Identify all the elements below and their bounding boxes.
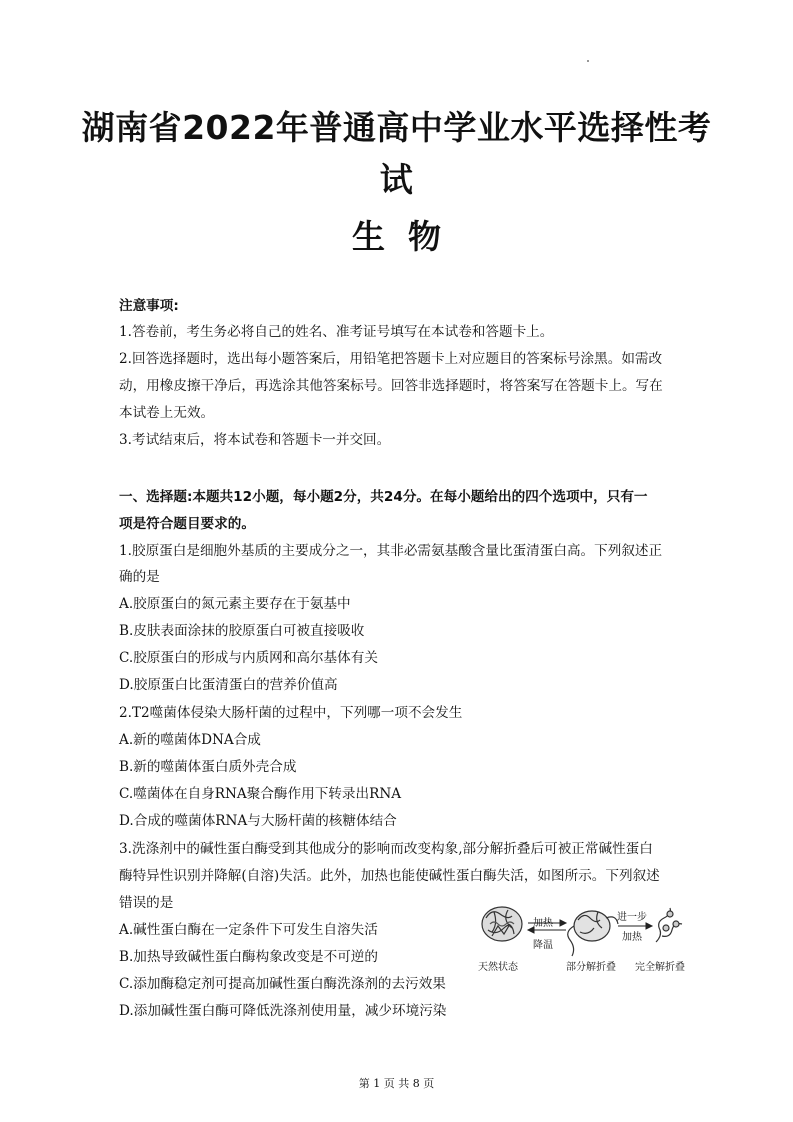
- section1-heading-line1: 一、选择题:本题共12小题，每小题2分，共24分。在每小题给出的四个选项中，只有一: [119, 489, 648, 505]
- q1-stem-line1: 1.胶原蛋白是细胞外基质的主要成分之一，其非必需氨基酸含量比蛋清蛋白高。下列叙述正: [119, 543, 663, 559]
- q3-stem-line1: 3.洗涤剂中的碱性蛋白酶受到其他成分的影响而改变构象,部分解折叠后可被正常碱性蛋白: [119, 841, 653, 857]
- q3-option-c: C.添加酶稳定剂可提高加碱性蛋白酶洗涤剂的去污效果: [119, 976, 446, 992]
- exam-title-line1: 湖南省2022年普通高中学业水平选择性考: [81, 108, 712, 147]
- arrow2-bottom-label: 加热: [622, 932, 642, 943]
- native-state-protein: [482, 907, 522, 941]
- notice-item-2-line1: 2.回答选择题时，选出每小题答案后，用铅笔把答题卡上对应题目的答案标号涂黑。如需改: [119, 351, 663, 367]
- partial-unfold-label: 部分解折叠: [566, 962, 616, 973]
- arrow1-bottom-label: 降温: [533, 940, 553, 951]
- q1-option-d: D.胶原蛋白比蛋清蛋白的营养价值高: [119, 677, 338, 693]
- q1-option-a: A.胶原蛋白的氮元素主要存在于氨基中: [119, 596, 351, 612]
- enzyme-unfolding-figure: [470, 896, 690, 976]
- q3-option-b: B.加热导致碱性蛋白酶构象改变是不可逆的: [119, 949, 378, 965]
- notice-item-3: 3.考试结束后，将本试卷和答题卡一并交回。: [119, 432, 391, 448]
- full-unfold-label: 完全解折叠: [635, 962, 685, 973]
- q3-stem-line3: 错误的是: [119, 895, 174, 911]
- notice-item-2-line3: 本试卷上无效。: [119, 405, 215, 421]
- q2-stem: 2.T2噬菌体侵染大肠杆菌的过程中，下列哪一项不会发生: [119, 705, 463, 721]
- q2-option-d: D.合成的噬菌体RNA与大肠杆菌的核糖体结合: [119, 813, 397, 829]
- subject-title: 生 物: [352, 217, 441, 256]
- notice-item-1: 1.答卷前，考生务必将自己的姓名、准考证号填写在本试卷和答题卡上。: [119, 324, 554, 340]
- fully-unfolded-protein: [656, 908, 682, 942]
- q3-stem-line2: 酶特异性识别并降解(自溶)失活。此外，加热也能使碱性蛋白酶失活，如图所示。下列叙述: [119, 868, 660, 884]
- notice-item-2-line2: 动，用橡皮擦干净后，再选涂其他答案标号。回答非选择题时，将答案写在答题卡上。写在: [119, 378, 663, 394]
- q1-option-c: C.胶原蛋白的形成与内质网和高尔基体有关: [119, 650, 378, 666]
- q2-option-a: A.新的噬菌体DNA合成: [119, 732, 261, 748]
- q1-stem-line2: 确的是: [119, 569, 160, 585]
- native-state-label: 天然状态: [478, 962, 518, 973]
- scan-dot: [587, 60, 589, 62]
- partial-unfolded-protein: [568, 911, 618, 956]
- section1-heading-line2: 项是符合题目要求的。: [119, 516, 255, 532]
- arrow1-top-label: 加热: [533, 918, 553, 929]
- notice-heading: 注意事项:: [119, 298, 179, 314]
- q2-option-c: C.噬菌体在自身RNA聚合酶作用下转录出RNA: [119, 786, 402, 802]
- q3-option-a: A.碱性蛋白酶在一定条件下可发生自溶失活: [119, 922, 378, 938]
- exam-title-line2: 试: [379, 160, 414, 199]
- q1-option-b: B.皮肤表面涂抹的胶原蛋白可被直接吸收: [119, 623, 365, 639]
- q3-option-d: D.添加碱性蛋白酶可降低洗涤剂使用量，减少环境污染: [119, 1003, 447, 1019]
- page-footer: 第 1 页 共 8 页: [358, 1077, 435, 1090]
- arrow2-top-label: 进一步: [617, 912, 647, 923]
- q2-option-b: B.新的噬菌体蛋白质外壳合成: [119, 759, 297, 775]
